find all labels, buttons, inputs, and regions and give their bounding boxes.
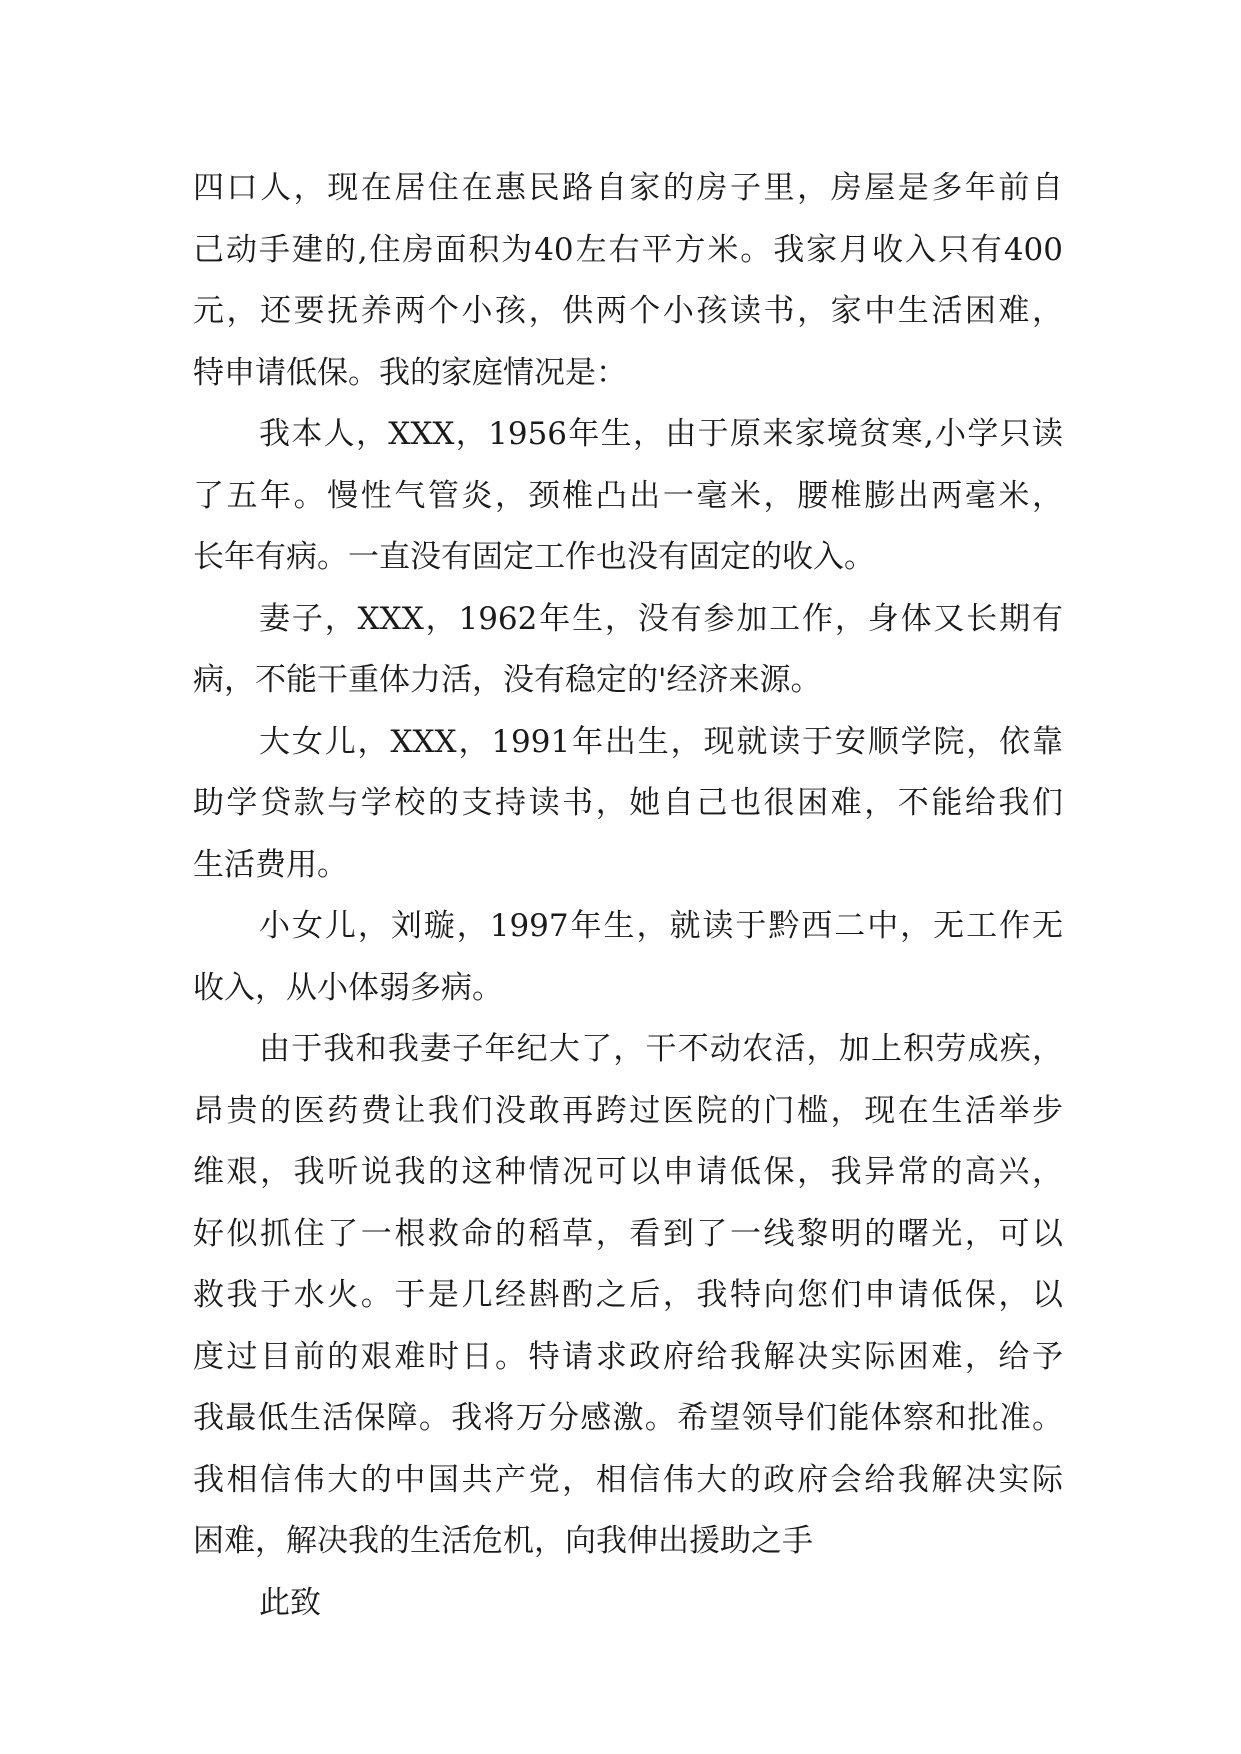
text-line: 救我于水火。于是几经斟酌之后，我特向您们申请低保，以: [193, 1277, 1063, 1313]
text-line: 小女儿，刘璇，1997年生，就读于黔西二中，无工作无: [259, 908, 1063, 944]
text-line: 己动手建的,住房面积为40左右平方米。我家月收入只有400: [193, 231, 1063, 268]
text-line: 妻子，XXX，1962年生，没有参加工作，身体又长期有: [259, 600, 1063, 637]
text-line: 我相信伟大的中国共产党，相信伟大的政府会给我解决实际: [193, 1461, 1063, 1498]
text-line: 收入，从小体弱多病。: [193, 969, 503, 1006]
text-line: 生活费用。: [193, 846, 348, 883]
closing-salutation: 此致: [259, 1584, 321, 1621]
text-line: 元，还要抚养两个小孩，供两个小孩读书，家中生活困难，: [193, 293, 1063, 329]
text-line: 四口人，现在居住在惠民路自家的房子里，房屋是多年前自: [193, 170, 1063, 206]
text-line: 好似抓住了一根救命的稻草，看到了一线黎明的曙光，可以: [193, 1215, 1063, 1252]
text-line: 了五年。慢性气管炎，颈椎凸出一毫米，腰椎膨出两毫米，: [193, 477, 1063, 514]
text-line: 助学贷款与学校的支持读书，她自己也很困难，不能给我们: [193, 785, 1063, 821]
text-line: 我本人，XXX，1956年生，由于原来家境贫寒,小学只读: [259, 416, 1063, 452]
text-line: 困难，解决我的生活危机，向我伸出援助之手: [193, 1523, 813, 1559]
text-line: 维艰，我听说我的这种情况可以申请低保，我异常的高兴，: [193, 1154, 1063, 1190]
text-line: 特申请低保。我的家庭情况是：: [193, 354, 627, 391]
text-line: 长年有病。一直没有固定工作也没有固定的收入。: [193, 539, 875, 575]
text-line: 度过目前的艰难时日。特请求政府给我解决实际困难，给予: [193, 1338, 1063, 1375]
text-line: 我最低生活保障。我将万分感激。希望领导们能体察和批准。: [193, 1400, 1063, 1436]
text-line: 昂贵的医药费让我们没敢再跨过医院的门槛，现在生活举步: [193, 1092, 1063, 1129]
text-line: 病，不能干重体力活，没有稳定的'经济来源。: [193, 662, 822, 698]
text-line: 由于我和我妻子年纪大了，干不动农活，加上积劳成疾，: [259, 1031, 1063, 1067]
letter-body: [193, 158, 1063, 1634]
text-line: 大女儿，XXX，1991年出生，现就读于安顺学院，依靠: [259, 723, 1063, 760]
